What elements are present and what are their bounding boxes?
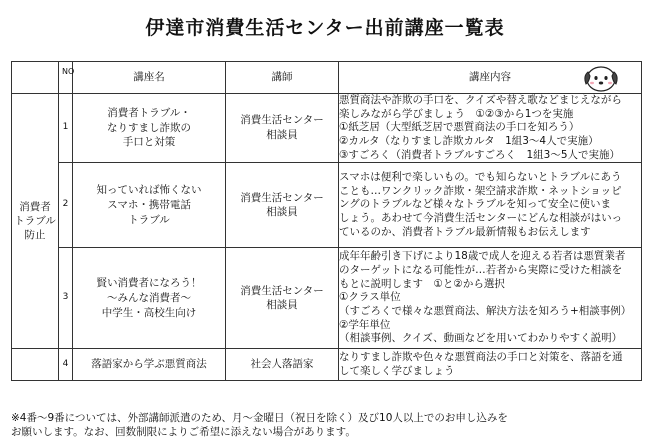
footnote	[11, 411, 641, 439]
course-name: 賢い消費者になろう！ ～みんな消費者～ 中学生・高校生向け	[73, 248, 226, 349]
category-cell	[12, 94, 59, 349]
table-row	[12, 349, 642, 381]
course-content: なりすまし詐欺や色々な悪質商法の手口と対策を、落語を通 して楽しく学びましょう	[339, 349, 642, 381]
category-cell-empty	[12, 349, 59, 381]
course-content: 成年年齢引き下げにより18歳で成人を迎える若者は悪質業者 のターゲットになる可能性が…若者から実際に受けた相談を もとに説明します ①と②から選択 ①クラス単位 （すごろくで様々な悪質商法、解決方法を知ろう+相談事例） ②学年単位 （相談事例、クイズ、動画などを用いてわかりやすく説明）	[339, 248, 642, 349]
row-number: 1	[59, 94, 73, 163]
table-row	[12, 94, 642, 163]
table-header-row	[12, 62, 642, 94]
page-title: 伊達市消費生活センター出前講座一覧表	[145, 17, 505, 39]
course-table	[11, 61, 642, 381]
table-row	[12, 163, 642, 248]
category-line: トラブル	[14, 215, 56, 228]
table-row	[12, 248, 642, 349]
course-header: 講座名	[73, 62, 226, 94]
footnote-line: ※4番～9番については、外部講師派遣のため、月～金曜日（祝日を除く）及び10人以上でのお申し込みを	[11, 412, 508, 424]
category-line: 防止	[24, 229, 46, 242]
course-content: スマホは便利で楽しいもの。でも知らないとトラブルにあう ことも…ワンクリック詐欺・架空請求詐欺・ネットショッピ ングのトラブルなど様々なトラブルを知って安全に使いま しょう。あわせて今消費生活センターにどんな相談がはいっ ているのか、消費者トラブル最新情報もお伝えします	[339, 163, 642, 248]
course-name: 消費者トラブル・ なりすまし詐欺の 手口と対策	[73, 94, 226, 163]
course-content: 悪質商法や詐欺の手口を、クイズや替え歌などまじえながら 楽しみながら学びましょう ①②③から1つを実施 ①紙芝居（大型紙芝居で悪質商法の手口を知ろう） ②カルタ（なりすまし詐欺カルタ 1組3～4人で実施） ③すごろく（消費者トラブルすごろく 1組3～5人で実施）	[339, 94, 642, 163]
no-header: NO	[59, 62, 73, 94]
row-number: 2	[59, 163, 73, 248]
course-name: 知っていれば怖くない スマホ・携帯電話 トラブル	[73, 163, 226, 248]
lecturer-header: 講師	[226, 62, 339, 94]
footnote-line: お願いします。なお、回数制限によりご希望に添えない場合があります。	[11, 426, 356, 439]
row-number: 4	[59, 349, 73, 381]
lecturer-name: 消費生活センター 相談員	[226, 248, 339, 349]
lecturer-name: 消費生活センター 相談員	[226, 163, 339, 248]
category-header	[12, 62, 59, 94]
lecturer-name: 社会人落語家	[226, 349, 339, 381]
course-name: 落語家から学ぶ悪質商法	[73, 349, 226, 381]
content-header: 講座内容	[339, 62, 642, 94]
row-number: 3	[59, 248, 73, 349]
category-line: 消費者	[19, 200, 51, 213]
lecturer-name: 消費生活センター 相談員	[226, 94, 339, 163]
